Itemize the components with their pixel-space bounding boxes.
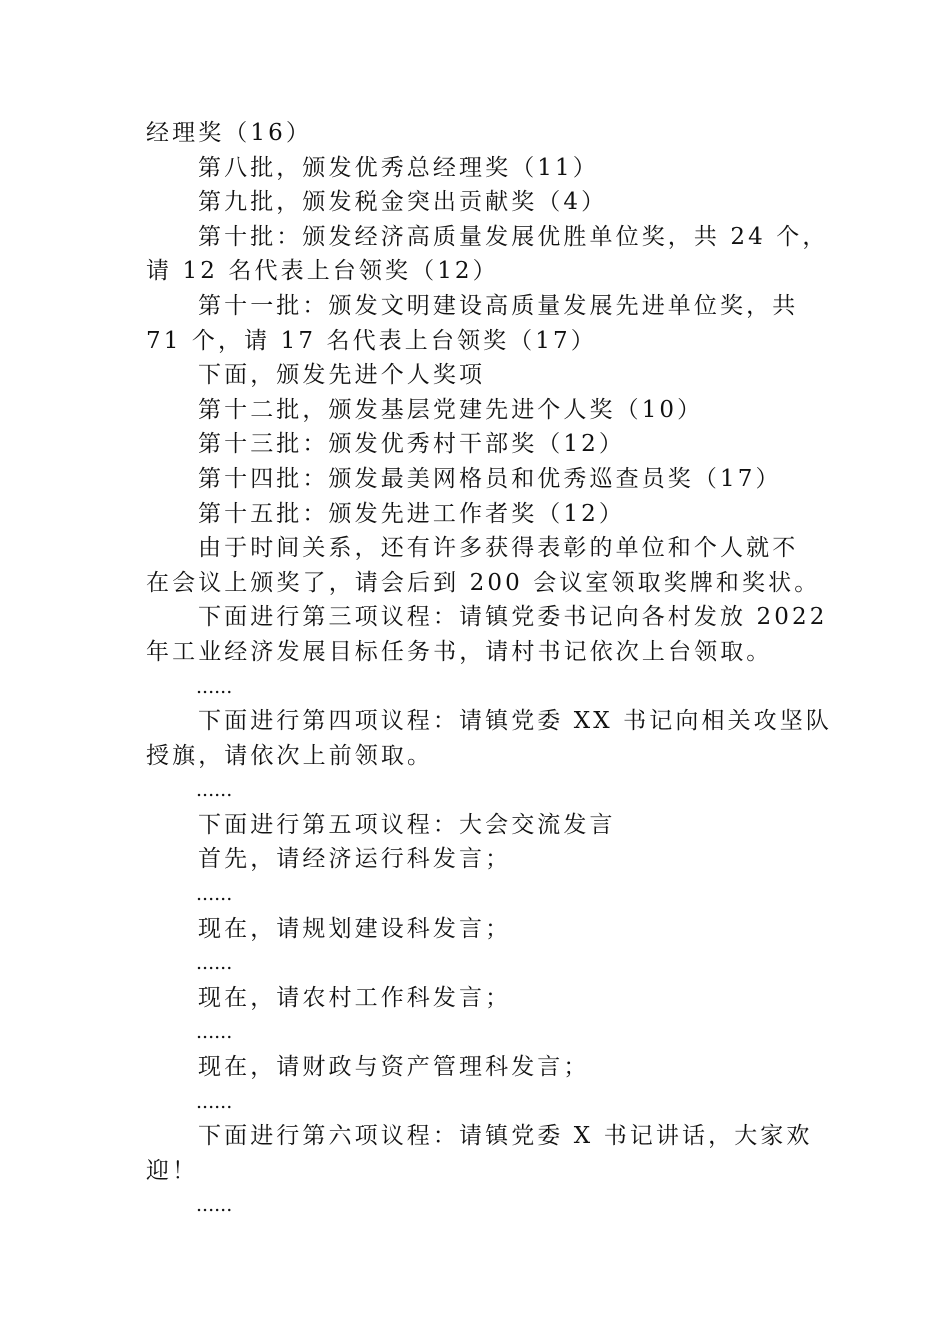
text-line: 第十四批：颁发最美网格员和优秀巡查员奖（17） — [198, 465, 782, 492]
ellipsis-line: ...... — [196, 675, 233, 698]
text-line: 第十批：颁发经济高质量发展优胜单位奖，共 24 个， — [198, 223, 829, 250]
ellipsis-line: ...... — [196, 952, 233, 975]
ellipsis-line: ...... — [196, 1194, 233, 1217]
text-line: 第八批，颁发优秀总经理奖（11） — [198, 154, 599, 181]
ellipsis-line: ...... — [196, 1090, 233, 1113]
text-line: 第九批，颁发税金突出贡献奖（4） — [198, 189, 608, 216]
text-line: 下面进行第四项议程：请镇党委 XX 书记向相关攻坚队 — [198, 708, 832, 735]
text-line: 下面进行第六项议程：请镇党委 X 书记讲话，大家欢 — [198, 1123, 813, 1150]
text-line: 下面进行第五项议程：大会交流发言 — [198, 811, 616, 838]
ellipsis-line: ...... — [196, 1021, 233, 1044]
text-line: 第十二批，颁发基层党建先进个人奖（10） — [198, 396, 704, 423]
ellipsis-line: ...... — [196, 779, 233, 802]
text-line: 第十一批：颁发文明建设高质量发展先进单位奖，共 — [198, 292, 799, 319]
text-line: 首先，请经济运行科发言； — [198, 846, 512, 873]
text-line: 年工业经济发展目标任务书，请村书记依次上台领取。 — [146, 638, 773, 665]
text-line: 现在，请规划建设科发言； — [198, 915, 512, 942]
document-body — [146, 116, 832, 1223]
text-line: 现在，请农村工作科发言； — [198, 984, 512, 1011]
text-line: 71 个，请 17 名代表上台领奖（17） — [146, 327, 597, 354]
text-line: 请 12 名代表上台领奖（12） — [146, 258, 499, 285]
ellipsis-line: ...... — [196, 883, 233, 906]
text-line: 现在，请财政与资产管理科发言； — [198, 1054, 590, 1081]
text-line: 下面进行第三项议程：请镇党委书记向各村发放 2022 — [198, 604, 828, 631]
text-line: 经理奖（16） — [146, 120, 312, 146]
text-line: 下面，颁发先进个人奖项 — [198, 362, 486, 389]
text-line: 由于时间关系，还有许多获得表彰的单位和个人就不 — [198, 535, 799, 562]
text-line: 第十三批：颁发优秀村干部奖（12） — [198, 431, 625, 458]
text-line: 授旗，请依次上前领取。 — [146, 742, 434, 769]
text-line: 迎！ — [146, 1157, 199, 1184]
text-line: 在会议上颁奖了，请会后到 200 会议室领取奖牌和奖状。 — [146, 569, 821, 596]
text-line: 第十五批：颁发先进工作者奖（12） — [198, 500, 625, 527]
